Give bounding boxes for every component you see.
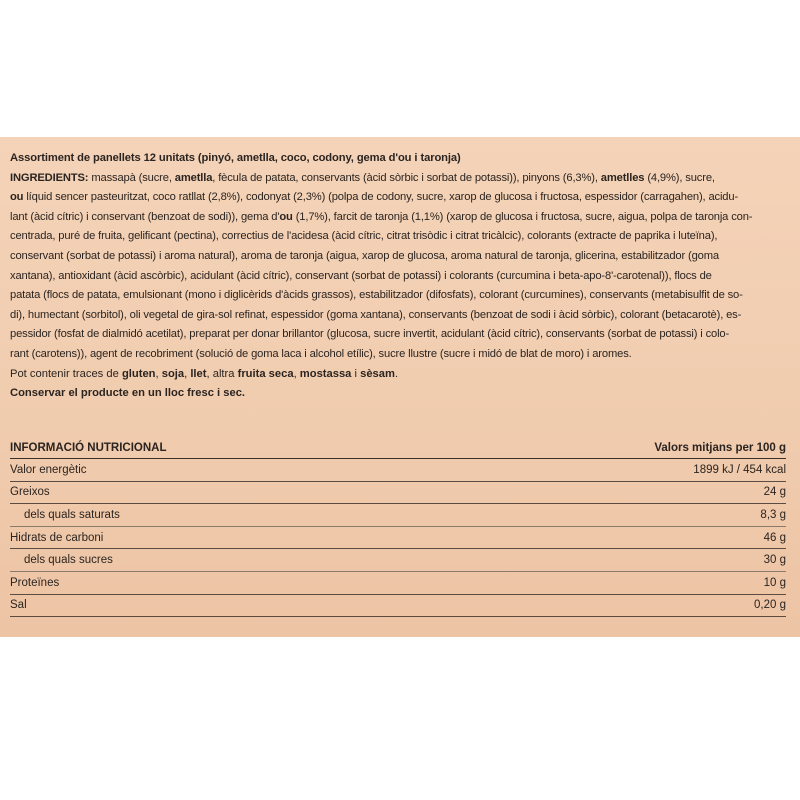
nutrition-table: [10, 438, 786, 617]
ingredients-text: (4,9%), sucre,: [644, 171, 715, 184]
nutrient-value: 30 g: [763, 554, 786, 567]
nutrition-per: Valors mitjans per 100 g: [654, 442, 786, 454]
nutrition-row: [10, 572, 786, 595]
nutrition-row: [10, 504, 786, 527]
ingredients-text: (1,7%), farcit de taronja (1,1%) (xarop de glucosa i fructosa, sucre, aigua, polpa de taronja con-: [292, 210, 753, 223]
nutrition-header: [10, 438, 786, 459]
allergen-highlight: ou: [279, 210, 293, 223]
ingredients-text: pessidor (fosfat de dialmidó acetilat), preparat per donar brillantor (glucosa, sucre invertit, acidulant (àcid cítric), conservants (sorbat de potassi) i colo-: [10, 328, 730, 341]
traces-text: ,: [293, 367, 300, 380]
allergen-highlight: ametlla: [174, 171, 213, 184]
allergen-highlight: mostassa: [299, 367, 352, 380]
allergen-highlight: soja: [161, 367, 185, 380]
nutrition-row: [10, 527, 786, 550]
nutrient-value: 8,3 g: [760, 508, 786, 521]
ingredients-text: conservant (sorbat de potassi) i aroma natural), aroma de taronja (aigua, xarop de glucosa, aroma natural de taronja, glicerina, estabilitzador (goma: [10, 249, 719, 262]
nutrient-name: Valor energètic: [10, 463, 87, 476]
allergen-highlight: sèsam: [360, 367, 395, 380]
storage-text: Conservar el producte en un lloc fresc i sec.: [10, 387, 246, 400]
nutrition-row: [10, 549, 786, 572]
traces-text: ,: [184, 367, 191, 380]
nutrient-value: 46 g: [763, 531, 786, 544]
ingredients-text: lant (àcid cítric) i conservant (benzoat de sodi)), gema d': [10, 210, 280, 223]
nutrient-name: dels quals sucres: [24, 554, 113, 567]
ingredients-text: massapà (sucre,: [88, 171, 175, 184]
nutrition-rows: [10, 459, 786, 617]
ingredients-line: [10, 169, 786, 189]
ingredients-text: rant (carotens)), agent de recobriment (solució de goma laca i alcohol etílic), sucre llustre (sucre i midó de blat de moro) i aromes.: [10, 347, 632, 360]
ingredients-line: [10, 325, 786, 345]
ingredients-line: [10, 267, 786, 287]
ingredients-line: [10, 208, 786, 228]
ingredients-line: [10, 227, 786, 247]
ingredients-text: líquid sencer pasteuritzat, coco ratllat (2,8%), codonyat (2,3%) (polpa de codony, sucre, xarop de glucosa i fructosa, espessidor (carragahen), acidu-: [23, 191, 739, 204]
nutrient-name: Greixos: [10, 486, 50, 499]
allergen-highlight: llet: [190, 367, 207, 380]
allergen-traces: [10, 365, 786, 385]
ingredients-text: , fècula de patata, conservants (àcid sòrbic i sorbat de potassi)), pinyons (6,3%),: [212, 171, 601, 184]
nutrition-heading: INFORMACIÓ NUTRICIONAL: [10, 442, 167, 454]
allergen-highlight: fruita seca: [237, 367, 294, 380]
storage-instructions: [10, 384, 786, 404]
ingredients-line: [10, 247, 786, 267]
nutrient-name: Proteïnes: [10, 576, 60, 589]
ingredients-line: [10, 286, 786, 306]
nutrient-value: 0,20 g: [754, 599, 786, 612]
allergen-highlight: ou: [10, 191, 24, 204]
nutrient-name: dels quals saturats: [24, 508, 120, 521]
product-title: Assortiment de panellets 12 unitats (pinyó, ametlla, coco, codony, gema d'ou i taronja): [10, 152, 461, 164]
allergen-highlight: ametlles: [600, 171, 645, 184]
ingredients-list: [10, 169, 786, 365]
traces-text: , altra: [206, 367, 238, 380]
nutrient-value: 24 g: [763, 486, 786, 499]
ingredients-text: patata (flocs de patata, emulsionant (mono i diglicèrids d'àcids grassos), estabilitzador (difosfats), colorant (curcumines), conservants (metabisulfit de so-: [10, 289, 743, 302]
nutrition-row: [10, 595, 786, 618]
ingredients-text: di), humectant (sorbitol), oli vegetal de gira-sol refinat, espessidor (goma xantana), conservants (benzoat de sodi i àcid sòrbic), colorant (betacarotè), es-: [10, 308, 742, 321]
nutrition-row: [10, 482, 786, 505]
nutrient-name: Sal: [10, 599, 27, 612]
traces-text: Pot contenir traces de: [10, 367, 122, 380]
ingredients-text: xantana), antioxidant (àcid ascòrbic), acidulant (àcid cítric), conservant (sorbat de potassi) i colorants (curcumina i beta-apo-8'-carotenal)), flocs de: [10, 269, 712, 282]
nutrition-row: [10, 459, 786, 482]
label-content: [10, 149, 786, 404]
allergen-highlight: INGREDIENTS:: [10, 171, 89, 184]
traces-text: i: [351, 367, 361, 380]
nutrient-value: 1899 kJ / 454 kcal: [693, 463, 786, 476]
traces-text: ,: [155, 367, 162, 380]
ingredients-line: [10, 306, 786, 326]
ingredients-line: [10, 345, 786, 365]
ingredients-line: [10, 188, 786, 208]
ingredients-text: centrada, puré de fruita, gelificant (pectina), correctius de l'acidesa (àcid cítric, citrat trisòdic i citrat tricàlcic), colorants (extracte de paprika i luteïna),: [10, 230, 718, 243]
nutrient-value: 10 g: [763, 576, 786, 589]
allergen-highlight: gluten: [121, 367, 156, 380]
traces-text: .: [394, 367, 399, 380]
nutrient-name: Hidrats de carboni: [10, 531, 104, 544]
